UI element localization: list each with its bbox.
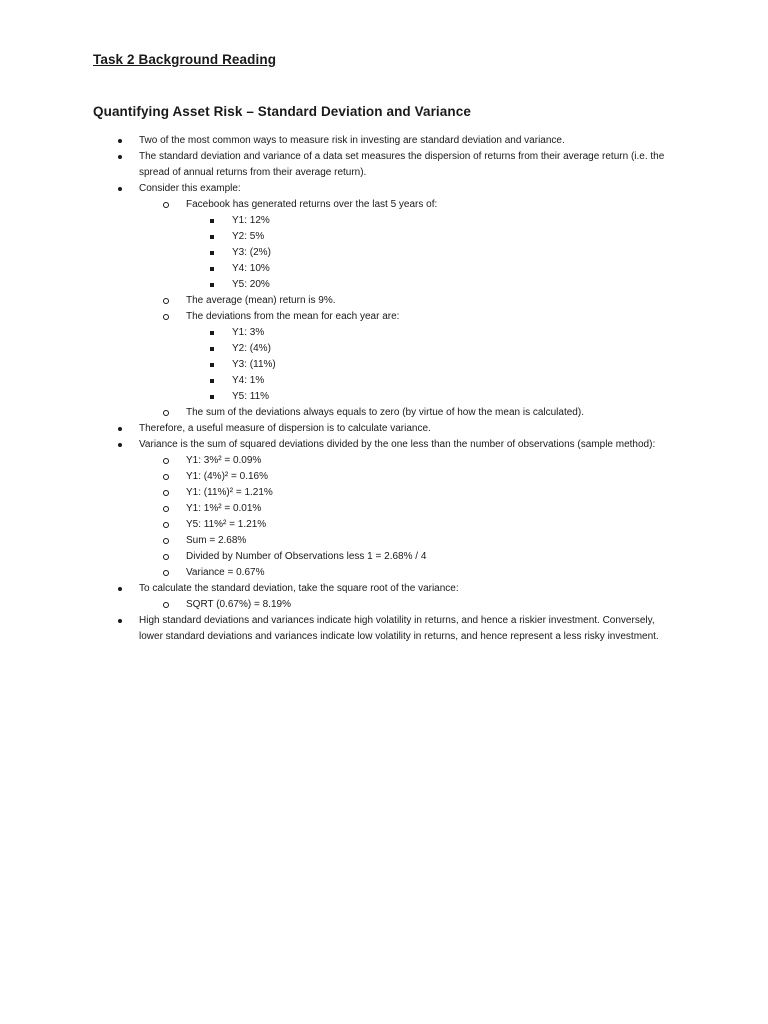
list-item-text: SQRT (0.67%) = 8.19%	[186, 599, 291, 610]
list-item-text: Y4: 1%	[232, 375, 265, 386]
list-item-level-3	[0, 325, 768, 341]
document-title: Task 2 Background Reading	[93, 52, 277, 67]
list-item-text: Consider this example:	[139, 183, 241, 194]
bullet-circle-icon	[160, 469, 172, 486]
bullet-square-icon	[206, 373, 218, 389]
list-item-level-1	[0, 181, 768, 197]
list-item-text: The deviations from the mean for each year are:	[186, 311, 400, 322]
bullet-circle-icon	[160, 597, 172, 614]
list-item-text: Y1: 12%	[232, 215, 270, 226]
list-item-text: Y4: 10%	[232, 263, 270, 274]
list-item-level-2	[0, 501, 768, 517]
list-item-level-1	[0, 133, 768, 149]
bullet-list	[0, 133, 768, 645]
section-heading: Quantifying Asset Risk – Standard Deviation and Variance	[93, 104, 471, 119]
list-item-level-2	[0, 453, 768, 469]
bullet-dot-icon	[114, 437, 126, 453]
list-item-text: Y5: 20%	[232, 279, 270, 290]
bullet-dot-icon	[114, 581, 126, 597]
list-item-text: Y3: (2%)	[232, 247, 271, 258]
list-item-level-2	[0, 405, 768, 421]
bullet-circle-icon	[160, 485, 172, 502]
list-item-text: Y1: 1%² = 0.01%	[186, 503, 262, 514]
list-item-level-2	[0, 293, 768, 309]
list-item-text: Y5: 11%² = 1.21%	[186, 519, 267, 530]
list-item-text: The standard deviation and variance of a data set measures the dispersion of returns from their average return (i.e. the spread of annual returns from their average return).	[139, 151, 665, 178]
list-item-level-1	[0, 613, 768, 645]
bullet-circle-icon	[160, 501, 172, 518]
list-item-text: Variance is the sum of squared deviations divided by the one less than the number of observations (sample method):	[139, 439, 656, 450]
list-item-text: The average (mean) return is 9%.	[186, 295, 336, 306]
list-item-level-3	[0, 373, 768, 389]
list-item-level-2	[0, 469, 768, 485]
bullet-circle-icon	[160, 517, 172, 534]
list-item-level-1	[0, 581, 768, 597]
list-item-text: Y3: (11%)	[232, 359, 276, 370]
list-item-level-3	[0, 229, 768, 245]
list-item-text: Facebook has generated returns over the last 5 years of:	[186, 199, 438, 210]
bullet-dot-icon	[114, 149, 126, 165]
bullet-dot-icon	[114, 613, 126, 629]
list-item-level-2	[0, 597, 768, 613]
list-item-level-3	[0, 357, 768, 373]
list-item-text: Y1: 3%² = 0.09%	[186, 455, 262, 466]
bullet-square-icon	[206, 229, 218, 245]
list-item-text: The sum of the deviations always equals to zero (by virtue of how the mean is calculated).	[186, 407, 584, 418]
list-item-level-1	[0, 437, 768, 453]
bullet-square-icon	[206, 357, 218, 373]
list-item-level-2	[0, 549, 768, 565]
list-item-level-1	[0, 421, 768, 437]
list-item-text: To calculate the standard deviation, take the square root of the variance:	[139, 583, 459, 594]
bullet-circle-icon	[160, 405, 172, 422]
list-item-level-2	[0, 565, 768, 581]
bullet-circle-icon	[160, 309, 172, 326]
list-item-text: Two of the most common ways to measure risk in investing are standard deviation and variance.	[139, 135, 565, 146]
bullet-circle-icon	[160, 293, 172, 310]
list-item-level-3	[0, 389, 768, 405]
bullet-square-icon	[206, 341, 218, 357]
list-item-level-2	[0, 517, 768, 533]
bullet-circle-icon	[160, 549, 172, 566]
list-item-text: Y2: 5%	[232, 231, 265, 242]
bullet-circle-icon	[160, 565, 172, 582]
bullet-dot-icon	[114, 421, 126, 437]
list-item-text: Y2: (4%)	[232, 343, 271, 354]
list-item-text: Divided by Number of Observations less 1 = 2.68% / 4	[186, 551, 427, 562]
list-item-text: Variance = 0.67%	[186, 567, 265, 578]
list-item-text: Sum = 2.68%	[186, 535, 247, 546]
list-item-text: High standard deviations and variances indicate high volatility in returns, and hence a riskier investment. Conversely, lower standard deviations and variances indicate low volatility in returns, and hence represent a less risky investment.	[139, 615, 659, 642]
bullet-square-icon	[206, 389, 218, 405]
list-item-level-2	[0, 197, 768, 213]
bullet-circle-icon	[160, 197, 172, 214]
list-item-level-2	[0, 485, 768, 501]
bullet-circle-icon	[160, 453, 172, 470]
list-item-text: Y1: 3%	[232, 327, 265, 338]
bullet-square-icon	[206, 277, 218, 293]
list-item-level-2	[0, 533, 768, 549]
list-item-level-3	[0, 277, 768, 293]
list-item-text: Y1: (4%)² = 0.16%	[186, 471, 268, 482]
bullet-square-icon	[206, 261, 218, 277]
list-item-level-2	[0, 309, 768, 325]
list-item-text: Therefore, a useful measure of dispersion is to calculate variance.	[139, 423, 431, 434]
list-item-level-3	[0, 213, 768, 229]
bullet-dot-icon	[114, 181, 126, 197]
list-item-level-3	[0, 245, 768, 261]
bullet-circle-icon	[160, 533, 172, 550]
bullet-dot-icon	[114, 133, 126, 149]
list-item-text: Y5: 11%	[232, 391, 270, 402]
list-item-level-3	[0, 341, 768, 357]
list-item-level-3	[0, 261, 768, 277]
bullet-square-icon	[206, 245, 218, 261]
bullet-square-icon	[206, 213, 218, 229]
bullet-square-icon	[206, 325, 218, 341]
list-item-text: Y1: (11%)² = 1.21%	[186, 487, 273, 498]
list-item-level-1	[0, 149, 768, 181]
